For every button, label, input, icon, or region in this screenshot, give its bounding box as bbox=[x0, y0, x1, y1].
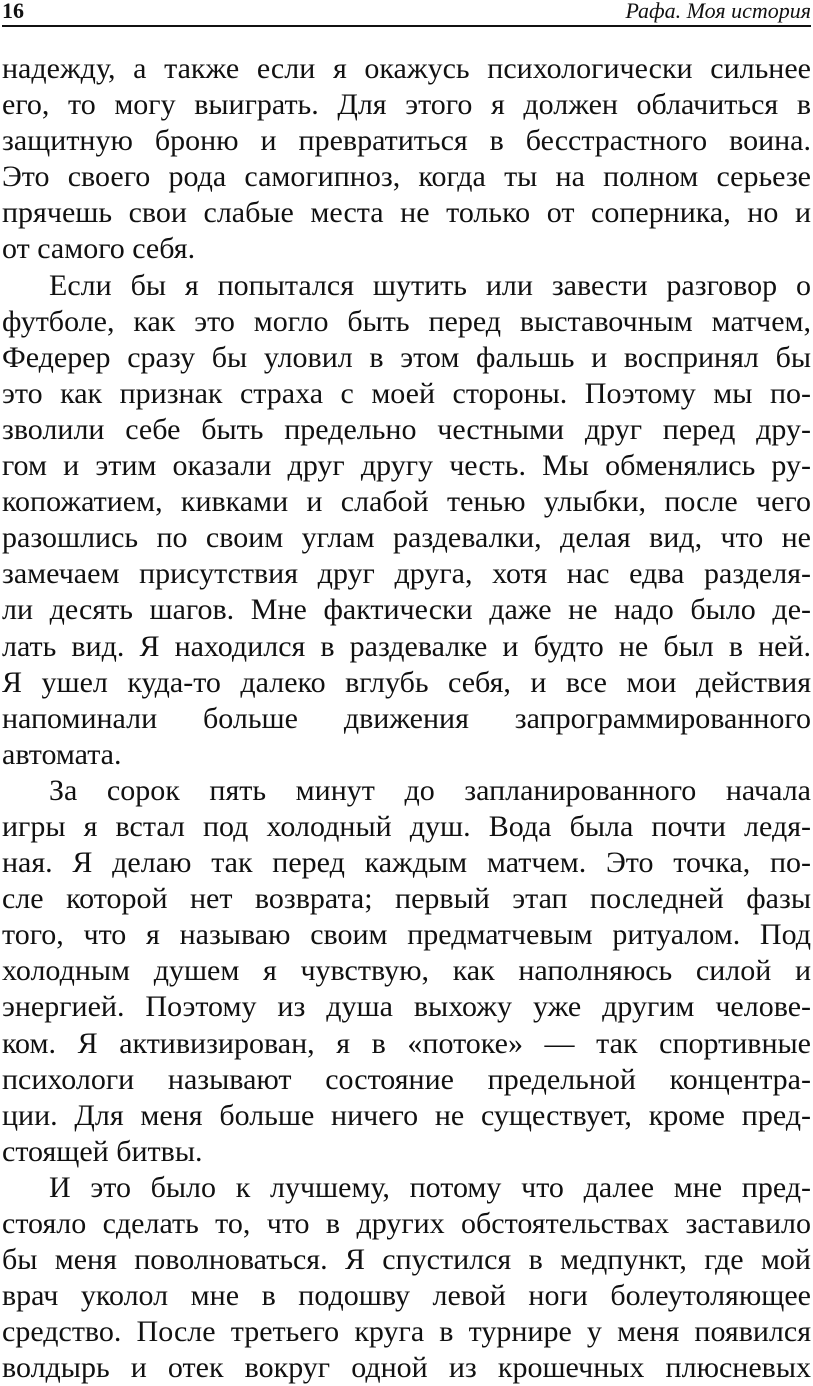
text-line: автомата. bbox=[2, 737, 122, 771]
text-line: от самого себя. bbox=[2, 232, 196, 266]
text-line: Я ушел куда-то далеко вглубь себя, и все мои действия bbox=[2, 665, 811, 699]
text-line: стоящей битвы. bbox=[2, 1134, 203, 1168]
paragraph bbox=[2, 51, 811, 268]
text-line: гом и этим оказали друг другу честь. Мы обменялись ру- bbox=[2, 449, 811, 483]
text-line: замечаем присутствия друг друга, хотя нас едва разделя- bbox=[2, 557, 811, 591]
text-line: сле которой нет возврата; первый этап последней фазы bbox=[2, 882, 811, 916]
text-line: бы меня поволноваться. Я спустился в медпункт, где мой bbox=[2, 1243, 811, 1277]
text-line: ная. Я делаю так перед каждым матчем. Это точка, по- bbox=[2, 846, 811, 880]
text-line: Федерер сразу бы уловил в этом фальшь и воспринял бы bbox=[2, 340, 811, 374]
text-line: футболе, как это могло быть перед выставочным матчем, bbox=[2, 304, 811, 338]
text-line: его, то могу выиграть. Для этого я должен облачиться в bbox=[2, 88, 811, 122]
paragraph bbox=[2, 268, 811, 773]
text-line: игры я встал под холодный душ. Вода была почти ледя- bbox=[2, 809, 811, 843]
text-line: средство. После третьего круга в турнире у меня появился bbox=[2, 1315, 811, 1349]
text-line: Это своего рода самогипноз, когда ты на полном серьезе bbox=[2, 160, 811, 194]
text-line: холодным душем я чувствую, как наполняюсь силой и bbox=[2, 954, 811, 988]
text-line: того, что я называю своим предматчевым ритуалом. Под bbox=[2, 918, 811, 952]
page-number: 16 bbox=[2, 0, 24, 23]
text-line: прячешь свои слабые места не только от соперника, но и bbox=[2, 196, 811, 230]
text-line: И это было к лучшему, потому что далее мне пред- bbox=[49, 1170, 811, 1204]
body-text bbox=[2, 51, 811, 1386]
text-line: напоминали больше движения запрограммированного bbox=[2, 701, 811, 735]
text-line: стояло сделать то, что в других обстоятельствах заставило bbox=[2, 1207, 811, 1240]
text-line: ции. Для меня больше ничего не существует, кроме пред- bbox=[2, 1098, 811, 1132]
text-line: ком. Я активизирован, я в «потоке» — так спортивные bbox=[2, 1026, 811, 1060]
book-title: Рафа. Моя история bbox=[625, 0, 811, 23]
text-line: энергией. Поэтому из душа выхожу уже другим челове- bbox=[2, 990, 811, 1024]
text-line: Если бы я попытался шутить или завести разговор о bbox=[49, 268, 811, 302]
running-header bbox=[2, 0, 811, 27]
text-line: волдырь и отек вокруг одной из крошечных плюсневых bbox=[2, 1351, 811, 1385]
text-line: ли десять шагов. Мне фактически даже не надо было де- bbox=[2, 593, 811, 627]
text-line: врач уколол мне в подошву левой ноги болеутоляющее bbox=[2, 1279, 811, 1313]
text-line: лать вид. Я находился в раздевалке и будто не был в ней. bbox=[2, 629, 811, 663]
text-line: защитную броню и превратиться в бесстрастного воина. bbox=[2, 124, 811, 158]
text-line: разошлись по своим углам раздевалки, делая вид, что не bbox=[2, 521, 811, 555]
text-line: это как признак страха с моей стороны. Поэтому мы по- bbox=[2, 376, 811, 410]
text-line: За сорок пять минут до запланированного начала bbox=[49, 773, 811, 807]
paragraph bbox=[2, 1170, 811, 1386]
text-line: психологи называют состояние предельной концентра- bbox=[2, 1062, 811, 1096]
paragraph bbox=[2, 773, 811, 1170]
text-line: зволили себе быть предельно честными друг перед дру- bbox=[2, 412, 811, 446]
text-line: копожатием, кивками и слабой тенью улыбки, после чего bbox=[2, 485, 811, 519]
text-line: надежду, а также если я окажусь психологически сильнее bbox=[2, 52, 811, 85]
